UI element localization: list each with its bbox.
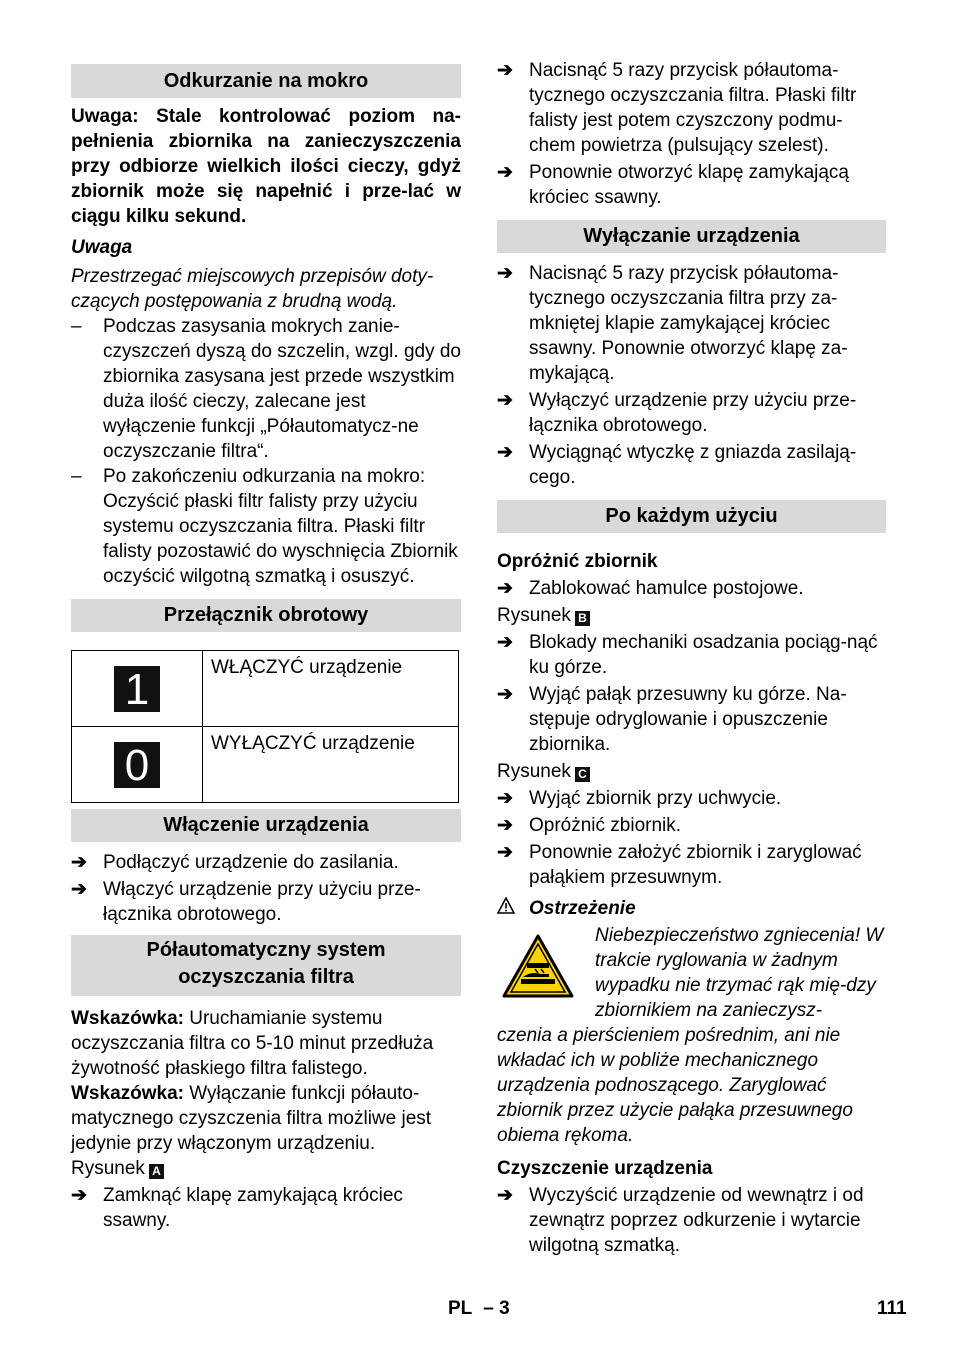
arrow-right-icon: ➔ <box>497 815 513 836</box>
warning-title: Ostrzeżenie <box>529 898 636 919</box>
tip-text: Wyłączanie funkcji półauto-matycznego czyszczenia filtra możliwe jest jedynie przy włączonym urządzeniu. <box>71 1083 432 1154</box>
arrow-right-icon: ➔ <box>71 1185 87 1206</box>
heading-rotary-switch: Przełącznik obrotowy <box>71 599 461 632</box>
arrow-item <box>497 440 886 490</box>
footer-page-sep: – 3 <box>483 1298 510 1319</box>
footer-lang: PL <box>448 1298 472 1319</box>
arrow-right-icon: ➔ <box>497 788 513 809</box>
arrow-right-icon: ➔ <box>497 162 513 183</box>
arrow-right-icon: ➔ <box>71 879 87 900</box>
arrow-right-icon: ➔ <box>497 60 513 81</box>
switch-label: WYŁĄCZYĆ urządzenie <box>203 727 459 803</box>
arrow-item <box>497 261 886 386</box>
arrow-right-icon: ➔ <box>497 684 513 705</box>
switch-row <box>72 651 459 727</box>
heading-power-on: Włączenie urządzenia <box>71 809 461 842</box>
switch-off-icon: 0 <box>114 742 160 788</box>
tip-2 <box>71 1081 461 1156</box>
figure-b-badge: B <box>575 611 590 626</box>
warning-block <box>497 923 886 1148</box>
arrow-right-icon: ➔ <box>497 442 513 463</box>
arrow-item <box>497 786 886 811</box>
arrow-item-text: Wyjąć zbiornik przy uchwycie. <box>529 788 782 809</box>
figure-ref-c <box>497 759 886 784</box>
figure-label: Rysunek <box>71 1158 145 1179</box>
tip-label: Wskazówka: <box>71 1083 184 1104</box>
figure-ref-a <box>71 1156 461 1181</box>
switch-label: WŁĄCZYĆ urządzenie <box>203 651 459 727</box>
arrow-item <box>497 1183 886 1258</box>
arrow-item <box>71 1183 461 1233</box>
arrow-item <box>497 630 886 680</box>
arrow-item-text: Wyczyścić urządzenie od wewnątrz i od zewnątrz poprzez odkurzenie i wytarcie wilgotną szmatką. <box>529 1185 864 1256</box>
dash-item-text: Po zakończeniu odkurzania na mokro: Oczyścić płaski filtr falisty przy użyciu systemu oczyszczania filtra. Płaski filtr falisty pozostawić do wyschnięcia Zbiornik oczyścić wilgotną szmatką i osuszyć. <box>103 466 458 587</box>
tip-1 <box>71 1006 461 1081</box>
dash-item <box>71 464 461 589</box>
heading-wet-vacuuming: Odkurzanie na mokro <box>71 64 461 98</box>
subheading-cleaning: Czyszczenie urządzenia <box>497 1158 713 1179</box>
dash-marker: – <box>71 316 82 337</box>
heading-after-each-use: Po każdym użyciu <box>497 500 886 533</box>
warning-text-full: czenia a pierścieniem pośrednim, ani nie wkładać ich w pobliże mechanicznego urządzenia podnoszącego. Zaryglować zbiornik przez użycie pałąka przesuwnego obiema rękoma. <box>497 1025 853 1146</box>
figure-ref-b <box>497 603 886 628</box>
arrow-item-text: Wyciągnąć wtyczkę z gniazda zasilają-cego. <box>529 442 857 488</box>
arrow-right-icon: ➔ <box>497 632 513 653</box>
arrow-item <box>497 58 886 158</box>
heading-power-off: Wyłączanie urządzenia <box>497 220 886 253</box>
arrow-item-text: Nacisnąć 5 razy przycisk półautoma-tycznego oczyszczania filtra przy za-mkniętej klapie zamykającej króciec ssawny. Ponownie otworzyć klapę za-mykającą. <box>529 263 848 384</box>
arrow-item <box>71 877 461 927</box>
arrow-item-text: Zamknąć klapę zamykającą króciec ssawny. <box>103 1185 403 1231</box>
dash-item-text: Podczas zasysania mokrych zanie-czyszczeń dyszą do szczelin, wzgl. gdy do zbiornika zasysana jest przede wszystkim duża ilość cieczy, zalecane jest wyłączenie funkcji „Półautomatycz-ne oczyszczanie filtra“. <box>103 316 461 462</box>
note-title: Uwaga <box>71 237 133 258</box>
arrow-item-text: Zablokować hamulce postojowe. <box>529 578 804 599</box>
footer-language <box>448 1296 510 1321</box>
arrow-item-text: Włączyć urządzenie przy użyciu prze-łącznika obrotowego. <box>103 879 421 925</box>
left-column <box>71 64 461 1233</box>
figure-label: Rysunek <box>497 605 571 626</box>
switch-symbol-cell <box>72 727 203 803</box>
arrow-right-icon: ➔ <box>497 842 513 863</box>
switch-on-icon: 1 <box>114 666 160 712</box>
arrow-right-icon: ➔ <box>497 390 513 411</box>
warning-text-side: Niebezpieczeństwo zgniecenia! W trakcie ryglowania w żadnym wypadku nie trzymać rąk mię-dzy zbiornikiem na zanieczysz- <box>595 925 884 1021</box>
dash-marker: – <box>71 466 82 487</box>
dash-item <box>71 314 461 464</box>
right-column <box>497 58 886 1258</box>
tip-text: Uruchamianie systemu oczyszczania filtra co 5-10 minut przedłuża żywotność płaskiego filtra falistego. <box>71 1008 434 1079</box>
switch-symbol-cell <box>72 651 203 727</box>
arrow-item-text: Ponownie założyć zbiornik i zaryglować pałąkiem przesuwnym. <box>529 842 862 888</box>
figure-c-badge: C <box>575 767 590 782</box>
warning-triangle-icon <box>497 896 521 921</box>
arrow-item-text: Podłączyć urządzenie do zasilania. <box>103 852 399 873</box>
warning-heading <box>497 896 886 921</box>
crush-hazard-icon <box>501 933 575 999</box>
arrow-item-text: Blokady mechaniki osadzania pociąg-nąć ku górze. <box>529 632 878 678</box>
figure-a-badge: A <box>149 1164 164 1179</box>
arrow-right-icon: ➔ <box>497 263 513 284</box>
arrow-item-text: Nacisnąć 5 razy przycisk półautoma-tycznego oczyszczania filtra. Płaski filtr falisty jest potem czyszczony podmu-chem powietrza (pulsujący szelest). <box>529 60 857 156</box>
arrow-item-text: Ponownie otworzyć klapę zamykającą króciec ssawny. <box>529 162 849 208</box>
arrow-item <box>497 813 886 838</box>
arrow-right-icon: ➔ <box>71 852 87 873</box>
switch-table <box>71 650 459 803</box>
switch-row <box>72 727 459 803</box>
wet-warning: Uwaga: Stale kontrolować poziom na-pełnienia zbiornika na zanieczyszczenia przy odbiorze wielkich ilości cieczy, gdyż zbiornik może się napełnić i prze-lać w ciągu kilku sekund. <box>71 106 461 227</box>
subheading-empty-tank: Opróżnić zbiornik <box>497 551 658 572</box>
arrow-item <box>497 682 886 757</box>
heading-semi-auto-filter: Półautomatyczny system oczyszczania filtra <box>71 935 461 996</box>
arrow-item <box>497 388 886 438</box>
footer-page-number: 111 <box>877 1298 907 1319</box>
arrow-item <box>497 576 886 601</box>
arrow-item-text: Opróżnić zbiornik. <box>529 815 682 836</box>
arrow-right-icon: ➔ <box>497 1185 513 1206</box>
arrow-item <box>71 850 461 875</box>
note-text: Przestrzegać miejscowych przepisów doty-czących postępowania z brudną wodą. <box>71 266 434 312</box>
arrow-item <box>497 840 886 890</box>
figure-label: Rysunek <box>497 761 571 782</box>
arrow-right-icon: ➔ <box>497 578 513 599</box>
arrow-item-text: Wyjąć pałąk przesuwny ku górze. Na-stępuje odryglowanie i opuszczenie zbiornika. <box>529 684 847 755</box>
tip-label: Wskazówka: <box>71 1008 184 1029</box>
arrow-item-text: Wyłączyć urządzenie przy użyciu prze-łącznika obrotowego. <box>529 390 857 436</box>
arrow-item <box>497 160 886 210</box>
